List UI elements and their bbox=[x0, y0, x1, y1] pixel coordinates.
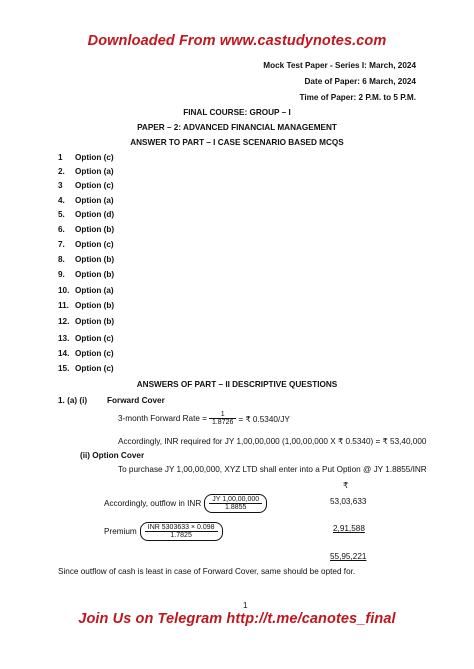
mcq-answer-option: Option (c) bbox=[75, 364, 114, 373]
mcq-question-number: 7. bbox=[58, 240, 65, 249]
premium-value: 2,91,588 bbox=[333, 524, 365, 533]
mcq-question-number: 4. bbox=[58, 196, 65, 205]
premium-denominator: 1.7825 bbox=[170, 532, 192, 539]
outflow-denominator: 1.8855 bbox=[225, 504, 247, 511]
mcq-answer-option: Option (b) bbox=[75, 301, 115, 310]
page-number: 1 bbox=[243, 601, 248, 610]
inr-required-text: Accordingly, INR required for JY 1,00,00,000 (1,00,00,000 X ₹ 0.5340) = ₹ 53,40,000 bbox=[118, 437, 427, 446]
mcq-answer-option: Option (b) bbox=[75, 255, 115, 264]
mcq-answer-row bbox=[58, 301, 114, 310]
forward-rate-line bbox=[118, 411, 290, 426]
mcq-question-number: 14. bbox=[58, 349, 70, 358]
premium-numerator: INR 5303633 × 0.098 bbox=[145, 524, 218, 532]
mcq-answer-option: Option (b) bbox=[75, 270, 115, 279]
mcq-question-number: 10. bbox=[58, 286, 70, 295]
mcq-answer-row bbox=[58, 225, 114, 234]
outflow-line bbox=[104, 494, 267, 513]
mcq-answer-option: Option (c) bbox=[75, 153, 114, 162]
mcq-answer-row bbox=[58, 167, 114, 176]
mcq-answer-row bbox=[58, 196, 114, 205]
mcq-answer-row bbox=[58, 240, 114, 249]
paper-title: PAPER – 2: ADVANCED FINANCIAL MANAGEMENT bbox=[137, 123, 337, 132]
mcq-question-number: 11. bbox=[58, 301, 69, 310]
mcq-answer-row bbox=[58, 317, 114, 326]
mcq-answer-row bbox=[58, 210, 114, 219]
part2-title: ANSWERS OF PART – II DESCRIPTIVE QUESTIONS bbox=[136, 380, 338, 389]
mcq-question-number: 9. bbox=[58, 270, 65, 279]
premium-label: Premium bbox=[104, 527, 137, 536]
premium-line bbox=[104, 522, 223, 541]
mcq-answer-row bbox=[58, 286, 114, 295]
mcq-question-number: 1 bbox=[58, 153, 63, 162]
mcq-answer-option: Option (a) bbox=[75, 286, 114, 295]
mcq-answer-row bbox=[58, 153, 114, 162]
mcq-answer-option: Option (c) bbox=[75, 349, 114, 358]
forward-rate-label: 3-month Forward Rate = bbox=[118, 414, 207, 423]
premium-bracket bbox=[140, 522, 223, 541]
mcq-question-number: 15. bbox=[58, 364, 70, 373]
forward-rate-denominator: 1.8726 bbox=[211, 419, 234, 426]
mcq-answer-row bbox=[58, 334, 114, 343]
option-cover-heading: (ii) Option Cover bbox=[80, 451, 145, 460]
mcq-answer-option: Option (b) bbox=[75, 317, 115, 326]
mcq-answer-option: Option (d) bbox=[75, 210, 115, 219]
mcq-question-number: 12. bbox=[58, 317, 70, 326]
forward-rate-numerator: 1 bbox=[209, 411, 236, 419]
mcq-answer-row bbox=[58, 181, 114, 190]
header-banner: Downloaded From www.castudynotes.com bbox=[87, 33, 387, 49]
forward-cover-heading: Forward Cover bbox=[107, 396, 165, 405]
outflow-label: Accordingly, outflow in INR bbox=[104, 499, 202, 508]
mcq-question-number: 3 bbox=[58, 181, 63, 190]
mcq-answer-row bbox=[58, 349, 114, 358]
mcq-answer-option: Option (c) bbox=[75, 240, 114, 249]
forward-rate-result: = ₹ 0.5340/JY bbox=[238, 414, 290, 424]
mcq-answer-row bbox=[58, 255, 114, 264]
mcq-answer-option: Option (c) bbox=[75, 334, 114, 343]
mcq-question-number: 5. bbox=[58, 210, 65, 219]
part1-title: ANSWER TO PART – I CASE SCENARIO BASED MCQS bbox=[130, 138, 344, 147]
mcq-answer-option: Option (b) bbox=[75, 225, 115, 234]
meta-date: Date of Paper: 6 March, 2024 bbox=[304, 77, 416, 86]
mcq-question-number: 13. bbox=[58, 334, 70, 343]
forward-rate-fraction bbox=[209, 411, 236, 426]
outflow-bracket bbox=[204, 494, 267, 513]
meta-series: Mock Test Paper - Series I: March, 2024 bbox=[263, 61, 416, 70]
footer-banner: Join Us on Telegram http://t.me/canotes_final bbox=[78, 611, 396, 627]
meta-time: Time of Paper: 2 P.M. to 5 P.M. bbox=[299, 93, 416, 102]
q1-label: 1. (a) (i) bbox=[58, 396, 88, 405]
mcq-question-number: 6. bbox=[58, 225, 65, 234]
total-value: 55,95,221 bbox=[330, 552, 367, 561]
mcq-question-number: 2. bbox=[58, 167, 65, 176]
mcq-question-number: 8. bbox=[58, 255, 65, 264]
currency-symbol: ₹ bbox=[343, 481, 349, 490]
mcq-answer-option: Option (a) bbox=[75, 167, 114, 176]
mcq-answer-row bbox=[58, 364, 114, 373]
conclusion-text: Since outflow of cash is least in case of Forward Cover, same should be opted for. bbox=[58, 567, 356, 576]
outflow-value: 53,03,633 bbox=[330, 497, 367, 506]
mcq-answer-row bbox=[58, 270, 114, 279]
course-title: FINAL COURSE: GROUP – I bbox=[183, 108, 291, 117]
option-text: To purchase JY 1,00,00,000, XYZ LTD shall enter into a Put Option @ JY 1.8855/INR bbox=[118, 465, 427, 474]
mcq-answer-option: Option (a) bbox=[75, 196, 114, 205]
outflow-numerator: JY 1,00,00,000 bbox=[209, 496, 262, 504]
mcq-answer-option: Option (c) bbox=[75, 181, 114, 190]
